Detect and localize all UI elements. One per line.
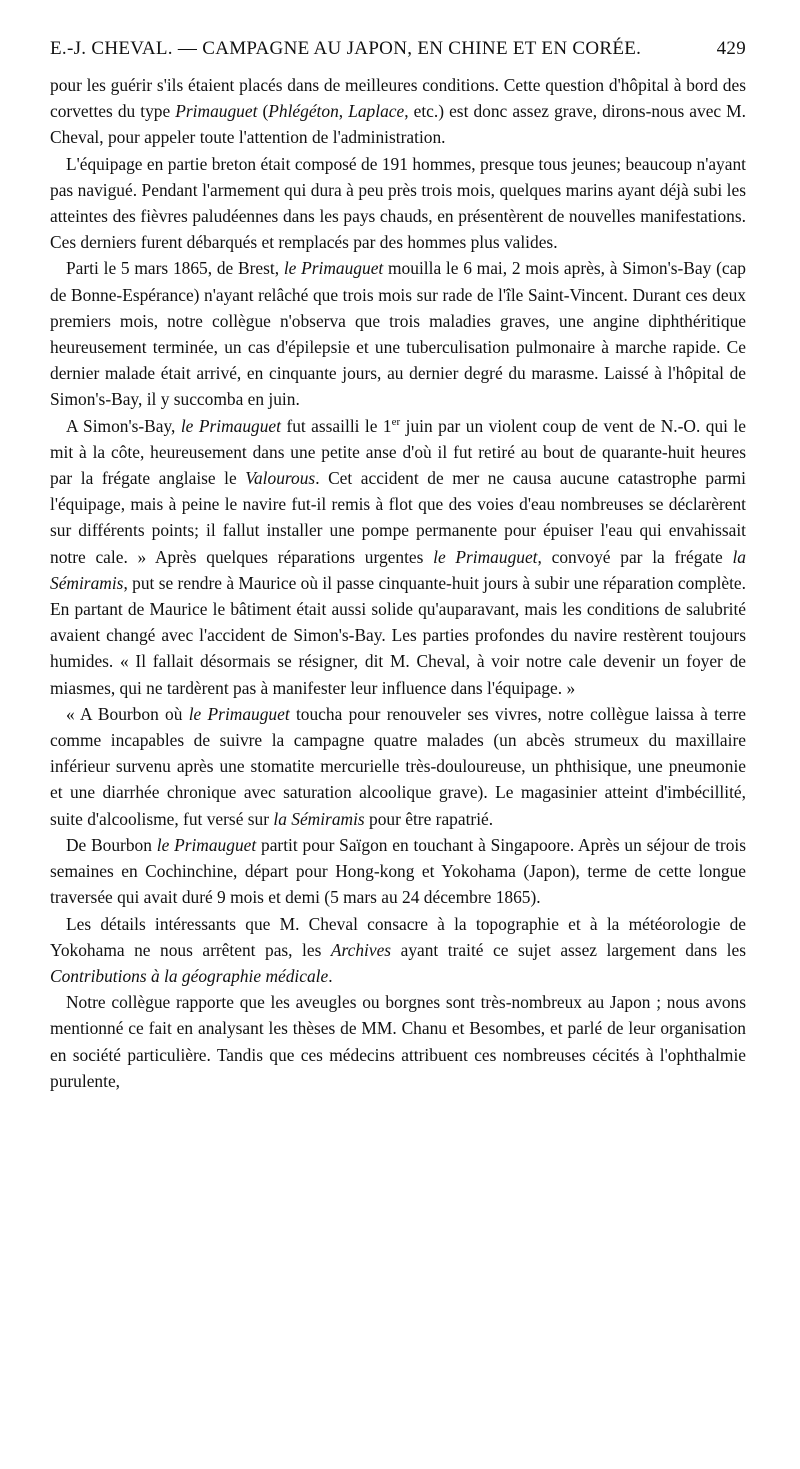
paragraph-p7 — [50, 911, 746, 990]
paragraph-p3 — [50, 255, 746, 412]
text-run: . Cet accident de mer ne causa aucune catastrophe parmi l'équipage, mais à peine le navire fut-il remis à flot que des voies d'eau nombreuses se déclarèrent sur différents points; il fallut installer une pompe permanente pour épuiser l'eau qui envahissait notre cale. » Après quelques réparations urgentes — [50, 468, 746, 567]
text-run: fut assailli le 1 — [280, 415, 392, 436]
running-header — [50, 38, 746, 60]
text-run: mouilla le 6 mai, 2 mois après, à Simon's-Bay (cap de Bonne-Espérance) n'ayant relâché que trois mois sur rade de l'île Saint-Vincent. Durant ces deux premiers mois, notre collègue n'observa que trois maladies graves, une angine diphthéritique heureusement terminée, un cas d'épilepsie et une tuberculisation pulmonaire à marche rapide. Ce dernier malade était arrivé, en cinquante jours, au dernier degré du marasme. Laissé à l'hôpital de Simon's-Bay, il y succomba en juin. — [50, 258, 747, 410]
text-run: . — [328, 965, 333, 986]
text-run: Parti le 5 mars 1865, de Brest, — [66, 258, 284, 279]
text-run: ayant traité ce sujet assez largement dans les — [391, 939, 746, 960]
text-run: Les détails intéressants que M. Cheval consacre à la topographie et à la météorologie de Yokohama ne nous arrêtent pas, les — [50, 913, 746, 960]
book-page — [50, 38, 746, 1094]
text-run: A Simon's-Bay, — [66, 415, 181, 436]
italic-text: Valourous — [245, 468, 316, 489]
page-number: 429 — [716, 38, 746, 59]
text-run: , put se rendre à Maurice où il passe cinquante-huit jours à subir une réparation complète. En partant de Maurice le bâtiment était aussi solide qu'auparavant, mais les conditions de salubrité avaient changé avec l'accident de Simon's-Bay. Les parties profondes du navire restèrent toujours humides. « Il fallait désormais se résigner, dit M. Cheval, à voir notre cale devenir un foyer de miasmes, qui ne tardèrent pas à manifester leur influence dans l'équipage. » — [50, 572, 746, 698]
italic-text: le Primauguet — [283, 258, 384, 279]
italic-text: la Sémiramis — [50, 546, 746, 593]
text-run: « A Bourbon où — [66, 703, 189, 724]
italic-text: Archives — [330, 939, 392, 960]
body-text — [50, 72, 746, 1094]
text-run: , convoyé par la frégate — [537, 546, 733, 567]
paragraph-p2 — [50, 151, 746, 256]
paragraph-p6 — [50, 832, 746, 911]
italic-text: le Primauguet — [433, 546, 538, 567]
text-run: pour être rapatrié. — [364, 808, 494, 829]
paragraph-p5 — [50, 701, 746, 832]
italic-text: Primauguet — [175, 101, 258, 122]
paragraph-p1 — [50, 72, 746, 151]
italic-text: le Primauguet — [180, 415, 281, 436]
italic-text: le Primauguet — [188, 703, 290, 724]
text-run: partit pour Saïgon en touchant à Singapoore. Après un séjour de trois semaines en Cochinchine, départ pour Hong-kong et Yokohama (Japon), terme de cette longue traversée qui avait duré 9 mois et demi (5 mars au 24 décembre 1865). — [50, 834, 746, 908]
running-title: E.-J. CHEVAL. — CAMPAGNE AU JAPON, EN CHINE ET EN CORÉE. — [50, 38, 642, 59]
italic-text: la Sémiramis — [273, 808, 365, 829]
text-run: juin par un violent coup de vent de N.-O. qui le mit à la côte, heureusement dans une petite anse d'où il fut retiré au bout de quarante-huit heures par la frégate anglaise le — [50, 415, 746, 489]
text-run: pour les guérir s'ils étaient placés dans de meilleures conditions. Cette question d'hôpital à bord des corvettes du type — [50, 75, 746, 122]
paragraph-p4 — [50, 413, 746, 701]
italic-text: Laplace — [348, 101, 405, 122]
paragraph-p8 — [50, 989, 746, 1094]
text-run: ( — [257, 101, 269, 122]
italic-text: Phlégéton — [268, 101, 339, 122]
superscript: er — [391, 415, 401, 428]
italic-text: le Primauguet — [156, 834, 257, 855]
text-run: Notre collègue rapporte que les aveugles ou borgnes sont très-nombreux au Japon ; nous avons mentionné ce fait en analysant les thèses de MM. Chanu et Besombes, et parlé de leur organisation en société particulière. Tandis que ces médecins attribuent ces nombreuses cécités à l'ophthalmie purulente, — [50, 992, 746, 1091]
text-run: , — [338, 101, 349, 122]
text-run: , etc.) est donc assez grave, dirons-nous avec M. Cheval, pour appeler toute l'attention de l'administration. — [50, 101, 746, 148]
text-run: De Bourbon — [66, 834, 157, 855]
text-run: toucha pour renouveler ses vivres, notre collègue laissa à terre comme incapables de suivre la campagne quatre malades (un abcès strumeux du maxillaire inférieur survenu après une stomatite mercurielle très-douloureuse, un phthisique, une pneumonie et une diarrhée chronique avec saturation alcoolique grave). Le magasinier atteint d'imbécillité, suite d'alcoolisme, fut versé sur — [50, 703, 747, 829]
italic-text: Contributions à la géographie médicale — [50, 965, 329, 986]
text-run: L'équipage en partie breton était composé de 191 hommes, presque tous jeunes; beaucoup n'ayant pas navigué. Pendant l'armement qui dura à peu près trois mois, quelques marins ayant déjà subi les atteintes des fièvres paludéennes dans les pays chauds, en présentèrent de nouvelles manifestations. Ces derniers furent débarqués et remplacés par des hommes plus valides. — [50, 153, 746, 253]
